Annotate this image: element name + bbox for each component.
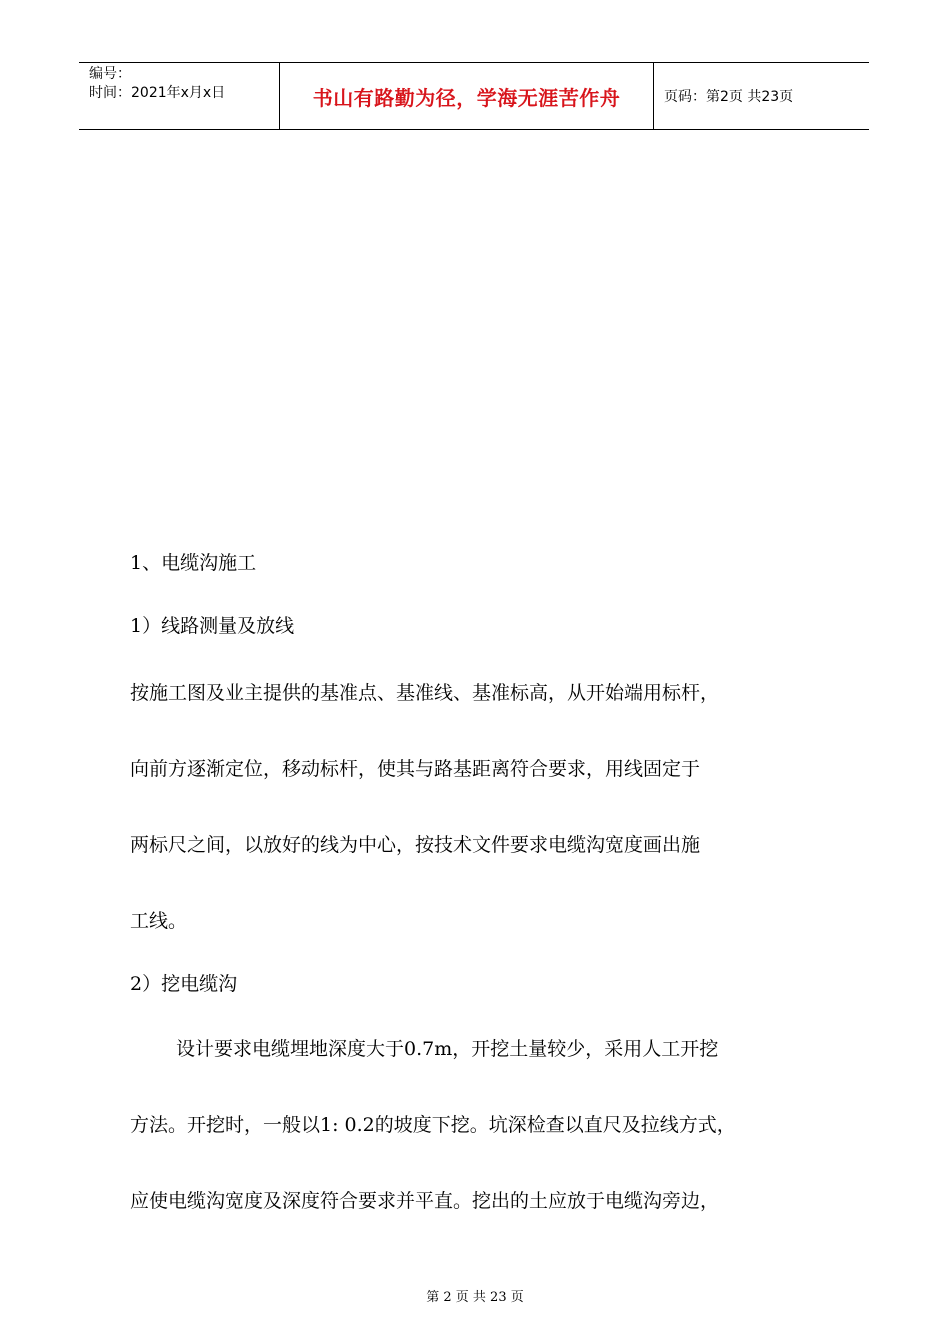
paragraph-line: 设计要求电缆埋地深度大于0.7m，开挖土量较少，采用人工开挖 — [176, 1038, 719, 1060]
paragraph-line: 两标尺之间，以放好的线为中心，按技术文件要求电缆沟宽度画出施 — [130, 834, 701, 856]
document-body — [130, 544, 830, 1220]
header-page-cell — [654, 63, 869, 129]
paragraph-line: 应使电缆沟宽度及深度符合要求并平直。挖出的土应放于电缆沟旁边， — [130, 1190, 720, 1212]
header-motto: 书山有路勤为径，学海无涯苦作舟 — [312, 85, 621, 110]
document-header — [79, 62, 869, 130]
document-number-label: 编号： — [89, 66, 131, 82]
header-page-number: 页码：第2页 共23页 — [664, 89, 794, 105]
subsection-heading: 2）挖电缆沟 — [130, 973, 238, 995]
subsection-heading: 1）线路测量及放线 — [130, 615, 295, 637]
page-footer: 第 2 页 共 23 页 — [426, 1290, 524, 1305]
paragraph-line: 方法。开挖时，一般以1: 0.2的坡度下挖。坑深检查以直尺及拉线方式， — [130, 1114, 736, 1136]
paragraph-line: 按施工图及业主提供的基准点、基准线、基准标高，从开始端用标杆， — [130, 682, 720, 704]
header-meta-cell — [79, 63, 280, 129]
header-motto-cell — [280, 63, 654, 129]
section-heading: 1、电缆沟施工 — [130, 552, 257, 574]
paragraph-line: 工线。 — [130, 910, 188, 932]
paragraph-line: 向前方逐渐定位，移动标杆，使其与路基距离符合要求，用线固定于 — [130, 758, 701, 780]
document-date-label: 时间：2021年x月x日 — [89, 85, 226, 101]
